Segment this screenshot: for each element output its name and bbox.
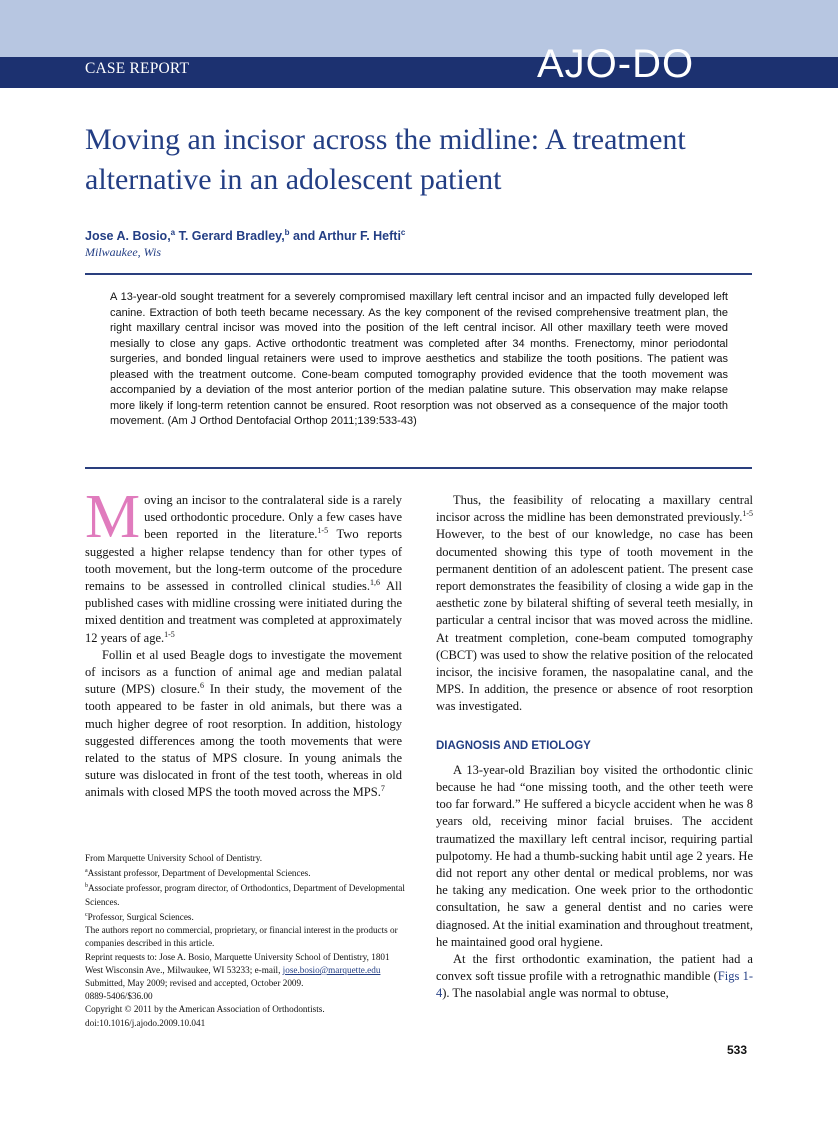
section-label: CASE REPORT (85, 60, 190, 77)
citation: 7 (380, 784, 385, 794)
author-name: and Arthur F. Hefti (293, 229, 401, 244)
author-affiliation-mark: c (400, 228, 406, 237)
abstract: A 13-year-old sought treatment for a severely compromised maxillary left central incisor and an impacted fully developed left canine. Extraction of both teeth became necessary. As the key component of the revised comprehensive treatment plan, the right maxillary central incisor was moved into the position of the left central incisor. All other maxillary teeth were moved mesially to close any gaps. Active orthodontic treatment was completed after 34 months. Frenectomy, minor periodontal surgeries, and bonded lingual retainers were used to improve aesthetics and stabilize the tooth positions. The patient was pleased with the treatment outcome. Cone-beam computed tomography provided evidence that the tooth movement was accompanied by a deviation of the most anterior portion of the median palatine suture. This observation may make relapse more likely if long-term retention cannot be ensured. Root resorption was not observed as a consequence of the major tooth movement. (Am J Orthod Dentofacial Orthop 2011;139:533-43) (110, 291, 728, 427)
body-paragraph: A 13-year-old Brazilian boy visited the orthodontic clinic because he had “one missing tooth, and the other teeth were too far forward.” He suffered a bicycle accident when he was 8 years old, receiving minor facial bruises. The accident traumatized the maxillary left central incisor, requiring partial pulpotomy. He had a thumb-sucking habit until age 2 years. He did not report any other dental or medical problems, nor was he taking any medication. One week prior to the orthodontic consultation, he saw a general dentist and no caries were diagnosed. At the initial examination and throughout treatment, he maintained good oral hygiene. (436, 762, 753, 949)
footnote: Reprint requests to: Jose A. Bosio, Marquette University School of Dentistry, 1801 West Wisconsin Ave., Milwaukee, WI 53233; e-mail, jose.bosio@marquette.edu (85, 951, 390, 975)
divider-rule (85, 273, 752, 275)
footnote: $^a$Assistant professor, Department of Developmental Sciences. (85, 868, 311, 879)
footnotes (85, 852, 405, 1030)
footnote: 0889-5406/$36.00 (85, 991, 153, 1002)
email-link[interactable]: jose.bosio@marquette.edu (282, 964, 381, 975)
citation: 1-5 (742, 509, 753, 519)
body-column-left (85, 483, 402, 802)
body-paragraph: At the first orthodontic examination, the patient had a convex soft tissue profile with a retrognathic mandible (Figs 1-4). The nasolabial angle was normal to obtuse, (436, 952, 754, 1001)
divider-rule (85, 467, 752, 469)
footnote: Submitted, May 2009; revised and accepted, October 2009. (85, 978, 304, 989)
header-band (0, 0, 838, 57)
footnote: $^b$Associate professor, program director, of Orthodontics, Department of Developmental Sciences. (85, 883, 405, 907)
article-title: Moving an incisor across the midline: A treatment alternative in an adolescent patient (85, 123, 686, 196)
author-affiliation-mark: a (170, 228, 176, 237)
author-list (85, 228, 405, 243)
page-number: 533 (727, 1043, 748, 1057)
author-location: Milwaukee, Wis (85, 245, 161, 259)
body-paragraph: Moving an incisor to the contralateral side is a rarely used orthodontic procedure. Only a few cases have been reported in the literature.$^{1-5}$ Two reports suggested a higher relapse tendency than for other types of tooth movement, but the long-term outcome of the procedure remains to be assessed in controlled clinical studies.$^{1,6}$ All published cases with midline crossing were initiated during the mixed dentition and treatment was completed at approximately 12 years of age.$^{1-5}$ (85, 483, 402, 645)
footnote: Copyright © 2011 by the American Association of Orthodontists. (85, 1004, 325, 1015)
drop-cap: M (85, 483, 141, 551)
author-name: Jose A. Bosio, (85, 229, 171, 244)
footnote: doi:10.1016/j.ajodo.2009.10.041 (85, 1017, 206, 1028)
citation: 1-5 (164, 629, 175, 639)
footnote: $^c$Professor, Surgical Sciences. (85, 911, 194, 922)
footnote: The authors report no commercial, proprietary, or financial interest in the products or companies described in this article. (85, 925, 398, 949)
footnote: From Marquette University School of Dentistry. (85, 853, 263, 863)
journal-logo: AJO-DO (537, 42, 695, 86)
body-paragraph: Thus, the feasibility of relocating a maxillary central incisor across the midline has been demonstrated previously.$^{1-5}$ However, to the best of our knowledge, no case has been documented showing this type of tooth movement in the permanent dentition of an adolescent patient. The present case report demonstrates the feasibility of closing a wide gap in the aesthetic zone by bilateral shifting of several teeth mesially, in particular a central incisor that was moved across the midline. At treatment completion, cone-beam computed tomography (CBCT) was used to show the relative position of the relocated incisor, the incisive foramen, the nasopalatine canal, and the MPS. In addition, the presence or absence of root resorption was investigated. (436, 493, 753, 714)
body-column-right (436, 492, 753, 1003)
figure-link[interactable]: Figs 1-4 (436, 969, 754, 1001)
author-affiliation-mark: b (284, 228, 290, 237)
citation: 6 (199, 681, 204, 691)
citation: 1,6 (370, 577, 381, 587)
citation: 1-5 (317, 526, 329, 536)
body-paragraph: Follin et al used Beagle dogs to investigate the movement of incisors as a function of animal age and median palatal suture (MPS) closure.$^6$ In their study, the movement of the tooth appeared to be faster in old animals, but there was a much higher degree of root resorption. In addition, histology suggested differences among the tooth movements that were related to the status of MPS closure. In young animals the suture was dislocated in front of the test tooth, whereas in old animals with closed MPS the tooth moved across the MPS.$^7$ (85, 647, 402, 800)
author-name: T. Gerard Bradley, (178, 229, 285, 244)
section-heading: DIAGNOSIS AND ETIOLOGY (436, 739, 591, 752)
